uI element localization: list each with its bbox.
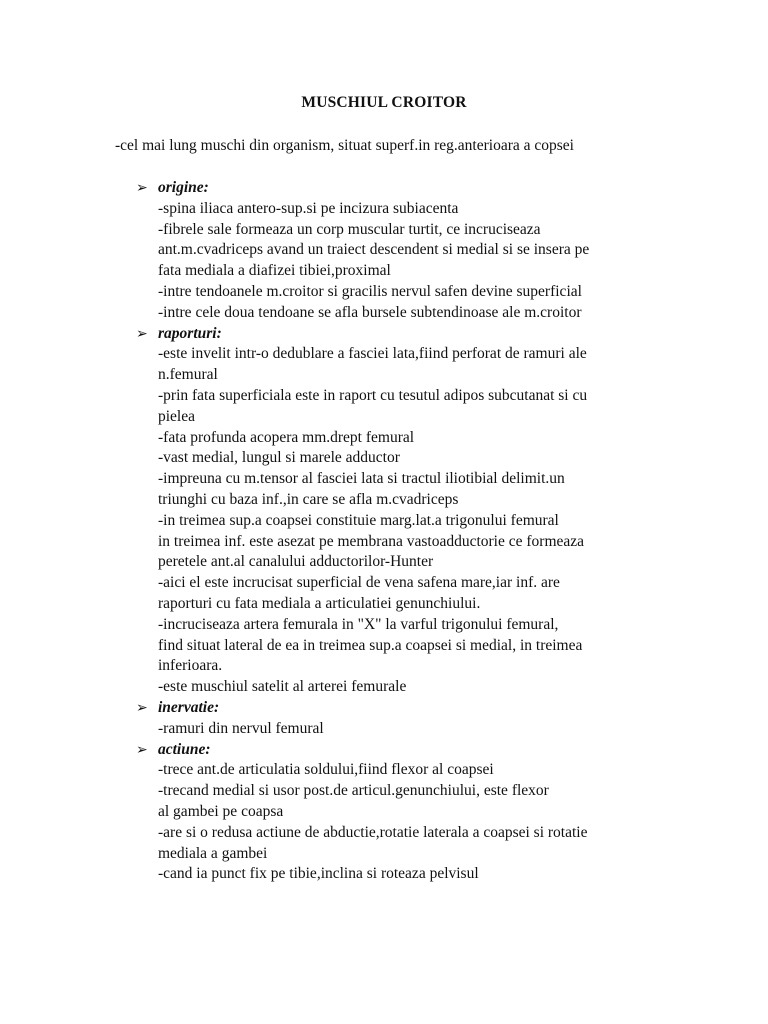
section-heading-label: origine: bbox=[158, 179, 209, 196]
text-line: -trece ant.de articulatia soldului,fiind flexor al coapsei bbox=[158, 761, 494, 779]
text-line: -aici el este incrucisat superficial de vena safena mare,iar inf. are bbox=[158, 574, 560, 592]
section-heading bbox=[136, 324, 656, 345]
text-line: ant.m.cvadriceps avand un traiect descendent si medial si se insera pe bbox=[158, 241, 590, 259]
text-line: al gambei pe coapsa bbox=[158, 802, 284, 820]
text-line: in treimea inf. este asezat pe membrana vastoadductorie ce formeaza bbox=[158, 532, 585, 550]
section-raporturi bbox=[136, 324, 656, 698]
text-line: -are si o redusa actiune de abductie,rotatie laterala a coapsei si rotatie bbox=[158, 823, 588, 841]
section-actiune bbox=[136, 740, 656, 886]
section-heading-label: actiune: bbox=[158, 740, 211, 758]
text-line: inferioara. bbox=[158, 657, 223, 675]
text-line: fata mediala a diafizei tibiei,proximal bbox=[158, 262, 391, 280]
text-line: -este muschiul satelit al arterei femurale bbox=[158, 678, 407, 696]
arrow-bullet-icon: ➢ bbox=[136, 325, 148, 342]
text-line: -in treimea sup.a coapsei constituie marg.lat.a trigonului femural bbox=[158, 511, 559, 529]
text-line: n.femural bbox=[158, 366, 218, 384]
text-line: find situat lateral de ea in treimea sup.a coapsei si medial, in treimea bbox=[158, 636, 583, 654]
section-heading bbox=[136, 740, 656, 761]
text-line: mediala a gambei bbox=[158, 844, 268, 862]
section-inervatie bbox=[136, 698, 656, 740]
section-lines bbox=[158, 760, 656, 885]
document-body bbox=[136, 178, 656, 885]
text-line: triunghi cu baza inf.,in care se afla m.cvadriceps bbox=[158, 490, 459, 508]
section-heading bbox=[136, 698, 656, 719]
text-line: -prin fata superficiala este in raport cu tesutul adipos subcutanat si cu bbox=[158, 386, 588, 404]
section-lines bbox=[158, 344, 656, 698]
arrow-bullet-icon: ➢ bbox=[136, 741, 148, 758]
text-line: -cand ia punct fix pe tibie,inclina si roteaza pelvisul bbox=[158, 865, 479, 883]
section-heading-label: raporturi: bbox=[158, 324, 222, 342]
text-line: -fibrele sale formeaza un corp muscular turtit, ce incruciseaza bbox=[158, 220, 541, 238]
text-line: -ramuri din nervul femural bbox=[158, 719, 324, 737]
text-line: -vast medial, lungul si marele adductor bbox=[158, 449, 400, 467]
section-lines bbox=[158, 719, 656, 740]
text-line: -intre tendoanele m.croitor si gracilis nervul safen devine superficial bbox=[158, 282, 582, 300]
text-line: -intre cele doua tendoane se afla bursele subtendinoase ale m.croitor bbox=[158, 303, 582, 321]
section-origine bbox=[136, 178, 656, 324]
section-heading bbox=[136, 178, 656, 199]
text-line: -impreuna cu m.tensor al fasciei lata si tractul iliotibial delimit.un bbox=[158, 470, 565, 488]
section-lines bbox=[158, 199, 656, 324]
arrow-bullet-icon: ➢ bbox=[136, 699, 148, 716]
text-line: -fata profunda acopera mm.drept femural bbox=[158, 428, 415, 446]
text-line: -spina iliaca antero-sup.si pe incizura subiacenta bbox=[158, 199, 459, 217]
text-line: peretele ant.al canalului adductorilor-Hunter bbox=[158, 553, 434, 571]
section-heading-label: inervatie: bbox=[158, 698, 220, 716]
text-line: -trecand medial si usor post.de articul.genunchiului, este flexor bbox=[158, 782, 549, 800]
text-line: -este invelit intr-o dedublare a fasciei lata,fiind perforat de ramuri ale bbox=[158, 345, 587, 363]
page-title: MUSCHIUL CROITOR bbox=[301, 94, 467, 111]
intro-text: -cel mai lung muschi din organism, situat superf.in reg.anterioara a copsei bbox=[115, 137, 574, 154]
text-line: -incruciseaza artera femurala in "X" la varful trigonului femural, bbox=[158, 615, 559, 633]
text-line: pielea bbox=[158, 407, 196, 425]
arrow-bullet-icon: ➢ bbox=[136, 180, 148, 196]
text-line: raporturi cu fata mediala a articulatiei genunchiului. bbox=[158, 594, 481, 612]
